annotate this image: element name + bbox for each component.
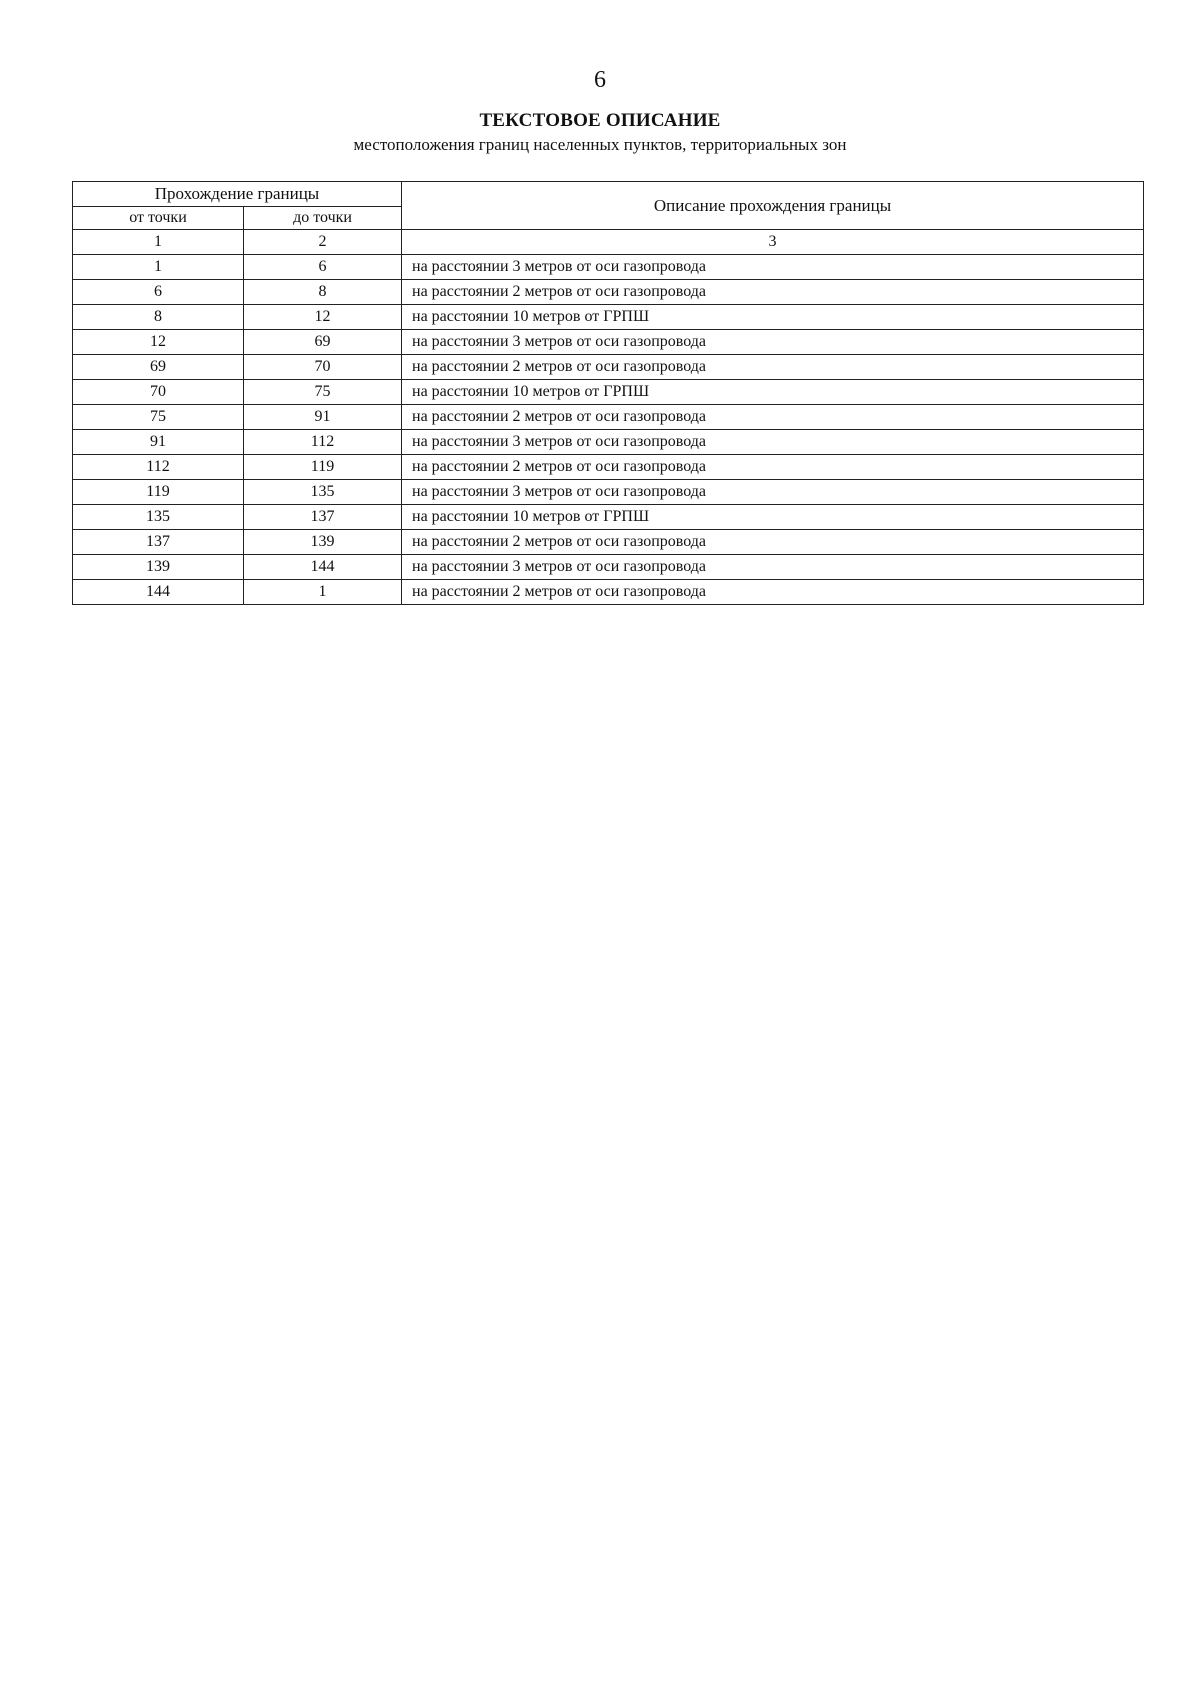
from-point-cell: 144 <box>73 580 244 605</box>
from-point-cell: 1 <box>73 255 244 280</box>
table-row <box>73 380 1144 405</box>
description-cell: на расстоянии 3 метров от оси газопровода <box>402 255 1144 280</box>
header-description: Описание прохождения границы <box>402 182 1144 230</box>
table-row <box>73 555 1144 580</box>
column-number: 2 <box>244 230 402 255</box>
description-cell: на расстоянии 3 метров от оси газопровода <box>402 555 1144 580</box>
table-row <box>73 355 1144 380</box>
header-from-point: от точки <box>73 207 244 230</box>
to-point-cell: 6 <box>244 255 402 280</box>
from-point-cell: 8 <box>73 305 244 330</box>
to-point-cell: 91 <box>244 405 402 430</box>
table-row <box>73 330 1144 355</box>
table-row <box>73 280 1144 305</box>
to-point-cell: 112 <box>244 430 402 455</box>
table-row <box>73 305 1144 330</box>
table-row <box>73 255 1144 280</box>
table-row <box>73 430 1144 455</box>
document-title: ТЕКСТОВОЕ ОПИСАНИЕ <box>479 110 721 131</box>
description-cell: на расстоянии 2 метров от оси газопровода <box>402 580 1144 605</box>
description-cell: на расстоянии 3 метров от оси газопровода <box>402 430 1144 455</box>
from-point-cell: 137 <box>73 530 244 555</box>
to-point-cell: 144 <box>244 555 402 580</box>
from-point-cell: 75 <box>73 405 244 430</box>
boundary-description-table <box>72 181 1144 605</box>
from-point-cell: 69 <box>73 355 244 380</box>
from-point-cell: 135 <box>73 505 244 530</box>
header-to-point: до точки <box>244 207 402 230</box>
to-point-cell: 137 <box>244 505 402 530</box>
description-cell: на расстоянии 10 метров от ГРПШ <box>402 380 1144 405</box>
from-point-cell: 119 <box>73 480 244 505</box>
column-number: 1 <box>73 230 244 255</box>
table-row <box>73 480 1144 505</box>
from-point-cell: 12 <box>73 330 244 355</box>
table-row <box>73 405 1144 430</box>
description-cell: на расстоянии 2 метров от оси газопровода <box>402 530 1144 555</box>
from-point-cell: 91 <box>73 430 244 455</box>
to-point-cell: 8 <box>244 280 402 305</box>
description-cell: на расстоянии 2 метров от оси газопровода <box>402 355 1144 380</box>
to-point-cell: 75 <box>244 380 402 405</box>
table-row <box>73 530 1144 555</box>
description-cell: на расстоянии 3 метров от оси газопровода <box>402 330 1144 355</box>
description-cell: на расстоянии 2 метров от оси газопровода <box>402 405 1144 430</box>
to-point-cell: 139 <box>244 530 402 555</box>
page-number: 6 <box>594 67 606 93</box>
from-point-cell: 70 <box>73 380 244 405</box>
table-row <box>73 455 1144 480</box>
table-row <box>73 580 1144 605</box>
description-cell: на расстоянии 2 метров от оси газопровода <box>402 455 1144 480</box>
to-point-cell: 70 <box>244 355 402 380</box>
to-point-cell: 135 <box>244 480 402 505</box>
from-point-cell: 6 <box>73 280 244 305</box>
to-point-cell: 1 <box>244 580 402 605</box>
description-cell: на расстоянии 3 метров от оси газопровода <box>402 480 1144 505</box>
document-subtitle: местоположения границ населенных пунктов, территориальных зон <box>353 135 847 154</box>
description-cell: на расстоянии 10 метров от ГРПШ <box>402 505 1144 530</box>
to-point-cell: 12 <box>244 305 402 330</box>
from-point-cell: 139 <box>73 555 244 580</box>
from-point-cell: 112 <box>73 455 244 480</box>
description-cell: на расстоянии 2 метров от оси газопровода <box>402 280 1144 305</box>
column-number: 3 <box>402 230 1144 255</box>
header-boundary-passage: Прохождение границы <box>73 182 402 207</box>
to-point-cell: 119 <box>244 455 402 480</box>
table-row <box>73 505 1144 530</box>
to-point-cell: 69 <box>244 330 402 355</box>
description-cell: на расстоянии 10 метров от ГРПШ <box>402 305 1144 330</box>
